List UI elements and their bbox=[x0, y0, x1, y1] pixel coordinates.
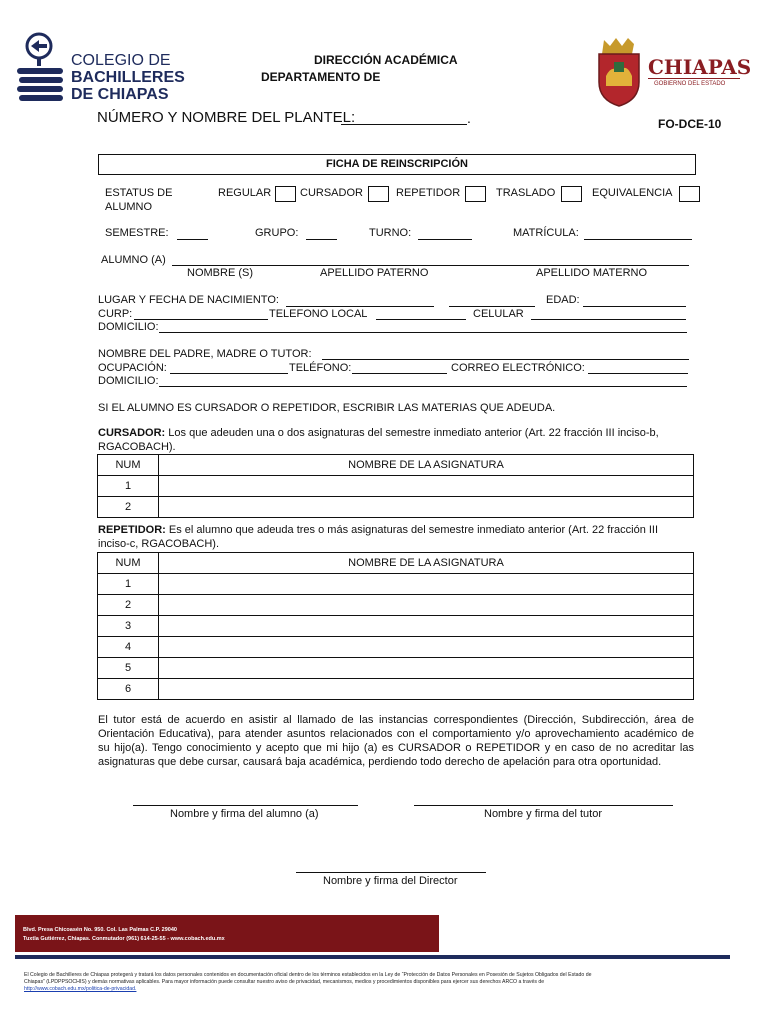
asignatura-cell[interactable] bbox=[159, 679, 694, 700]
telefono-local-label: TELEFONO LOCAL bbox=[269, 308, 368, 320]
nombres-caption: NOMBRE (S) bbox=[187, 267, 253, 279]
status-cursador-label: CURSADOR bbox=[300, 187, 363, 199]
domicilio-tutor-field[interactable] bbox=[159, 386, 687, 387]
padre-tutor-field[interactable] bbox=[322, 359, 689, 360]
asignatura-cell[interactable] bbox=[159, 497, 694, 518]
num-header: NUM bbox=[98, 455, 159, 476]
curp-label: CURP: bbox=[98, 308, 133, 320]
footer-address-1: Blvd. Presa Chicoasén No. 950. Col. Las Palmas C.P. 29040 bbox=[23, 927, 177, 933]
grupo-label: GRUPO: bbox=[255, 227, 299, 239]
status-regular-label: REGULAR bbox=[218, 187, 272, 199]
fecha-field[interactable] bbox=[449, 306, 535, 307]
table-header-row bbox=[98, 455, 694, 476]
privacy-link[interactable]: http://www.cobach.edu.mx/politica-de-privacidad. bbox=[24, 986, 137, 992]
status-repetidor-label: REPETIDOR bbox=[396, 187, 461, 199]
edad-label: EDAD: bbox=[546, 294, 580, 306]
repetidor-definition: Es el alumno que adeuda tres o más asignaturas del semestre inmediato anterior (Art. 22 fracción III bbox=[165, 524, 659, 536]
repetidor-description bbox=[98, 524, 658, 537]
row-number: 1 bbox=[98, 574, 159, 595]
table-header-row bbox=[98, 553, 694, 574]
tutor-signature-line[interactable] bbox=[414, 805, 673, 806]
cursador-table bbox=[97, 454, 694, 518]
director-signature-line[interactable] bbox=[296, 872, 486, 873]
table-row[interactable] bbox=[98, 637, 694, 658]
apellido-paterno-caption: APELLIDO PATERNO bbox=[320, 267, 429, 279]
state-name: CHIAPAS bbox=[648, 55, 752, 79]
row-number: 3 bbox=[98, 616, 159, 637]
alumno-signature-label: Nombre y firma del alumno (a) bbox=[170, 808, 319, 820]
cursador-description bbox=[98, 427, 659, 440]
status-equivalencia-label: EQUIVALENCIA bbox=[592, 187, 673, 199]
table-row[interactable] bbox=[98, 595, 694, 616]
correo-field[interactable] bbox=[588, 373, 688, 374]
alumno-signature-line[interactable] bbox=[133, 805, 358, 806]
domicilio-field[interactable] bbox=[159, 332, 687, 333]
celular-field[interactable] bbox=[531, 319, 686, 320]
privacy-line-2: Chiapas” (LPDPPSOCHIS) y demás normativas aplicables. Para mayor información puede consultar nuestro aviso de privacidad, mecanismos, medios y procedimientos disponibles para ejercer sus derechos ARCO a través de bbox=[24, 979, 545, 985]
turno-label: TURNO: bbox=[369, 227, 412, 239]
asignatura-cell[interactable] bbox=[159, 658, 694, 679]
semestre-label: SEMESTRE: bbox=[105, 227, 169, 239]
asignatura-cell[interactable] bbox=[159, 616, 694, 637]
cursador-description-2: RGACOBACH). bbox=[98, 441, 176, 453]
departamento-heading: DEPARTAMENTO DE bbox=[261, 70, 381, 84]
telefono-tutor-field[interactable] bbox=[352, 373, 447, 374]
direccion-heading: DIRECCIÓN ACADÉMICA bbox=[314, 53, 458, 67]
asignatura-cell[interactable] bbox=[159, 637, 694, 658]
asignatura-cell[interactable] bbox=[159, 595, 694, 616]
chiapas-logo bbox=[596, 36, 752, 108]
table-row[interactable] bbox=[98, 658, 694, 679]
form-title-box bbox=[98, 154, 696, 175]
domicilio-tutor-label: DOMICILIO: bbox=[98, 375, 159, 387]
apellido-materno-caption: APELLIDO MATERNO bbox=[536, 267, 648, 279]
asignatura-cell[interactable] bbox=[159, 574, 694, 595]
repetidor-table bbox=[97, 552, 694, 700]
telefono-local-field[interactable] bbox=[376, 319, 466, 320]
estatus-label: ESTATUS DE bbox=[105, 187, 173, 199]
agreement-line: asignaturas que debe cursar, causará baja académica, perdiendo todo derecho de apelación para otra oportunidad. bbox=[98, 756, 662, 768]
cobach-emblem-icon bbox=[15, 30, 71, 106]
repetidor-term: REPETIDOR: bbox=[98, 524, 166, 536]
estatus-label-2: ALUMNO bbox=[105, 201, 153, 213]
plantel-label: NÚMERO Y NOMBRE DEL PLANTEL: bbox=[97, 109, 356, 126]
agreement-paragraph bbox=[98, 713, 694, 769]
table-row[interactable] bbox=[98, 574, 694, 595]
instruccion-text: SI EL ALUMNO ES CURSADOR O REPETIDOR, ESCRIBIR LAS MATERIAS QUE ADEUDA. bbox=[98, 402, 556, 414]
row-number: 5 bbox=[98, 658, 159, 679]
alumno-field[interactable] bbox=[172, 265, 689, 266]
lugar-field[interactable] bbox=[286, 306, 434, 307]
footer-divider bbox=[15, 955, 730, 959]
num-header: NUM bbox=[98, 553, 159, 574]
celular-label: CELULAR bbox=[473, 308, 524, 320]
table-row[interactable] bbox=[98, 497, 694, 518]
footer-address-block bbox=[15, 915, 439, 952]
row-number: 4 bbox=[98, 637, 159, 658]
privacy-notice bbox=[24, 972, 719, 993]
status-traslado-label: TRASLADO bbox=[496, 187, 556, 199]
logo-line-3: DE CHIAPAS bbox=[71, 86, 169, 103]
repetidor-description-2: inciso-c, RGACOBACH). bbox=[98, 538, 220, 550]
form-title: FICHA DE REINSCRIPCIÓN bbox=[326, 158, 468, 170]
chiapas-shield-icon bbox=[596, 36, 642, 108]
ocupacion-field[interactable] bbox=[170, 373, 288, 374]
row-number: 6 bbox=[98, 679, 159, 700]
row-number: 1 bbox=[98, 476, 159, 497]
asignatura-cell[interactable] bbox=[159, 476, 694, 497]
table-row[interactable] bbox=[98, 616, 694, 637]
matricula-label: MATRÍCULA: bbox=[513, 227, 579, 239]
status-equivalencia-checkbox[interactable] bbox=[679, 186, 700, 202]
alumno-label: ALUMNO (A) bbox=[101, 254, 166, 266]
edad-field[interactable] bbox=[583, 306, 686, 307]
table-row[interactable] bbox=[98, 679, 694, 700]
status-regular-checkbox[interactable] bbox=[275, 186, 296, 202]
turno-field[interactable] bbox=[418, 239, 472, 240]
matricula-field[interactable] bbox=[584, 239, 692, 240]
status-repetidor-checkbox[interactable] bbox=[465, 186, 486, 202]
logo-line-2: BACHILLERES bbox=[71, 69, 185, 86]
asignatura-header: NOMBRE DE LA ASIGNATURA bbox=[159, 553, 694, 574]
plantel-suffix: . bbox=[467, 110, 471, 126]
status-cursador-checkbox[interactable] bbox=[368, 186, 389, 202]
director-signature-label: Nombre y firma del Director bbox=[323, 875, 458, 887]
agreement-line: su hijo(a). Tengo conocimiento y acepto que mi hijo (a) es CURSADOR o REPETIDOR y en caso de no acreditar las bbox=[98, 742, 694, 754]
agreement-line: El tutor está de acuerdo en asistir al llamado de las instancias correspondientes (Dirección, Subdirección, área de bbox=[98, 714, 694, 726]
lugar-fecha-label: LUGAR Y FECHA DE NACIMIENTO: bbox=[98, 294, 279, 306]
telefono-tutor-label: TELÉFONO: bbox=[289, 362, 352, 374]
logo-line-1: COLEGIO DE bbox=[71, 52, 171, 69]
semestre-field[interactable] bbox=[177, 239, 208, 240]
privacy-line-1: El Colegio de Bachilleres de Chiapas protegerá y tratará los datos personales contenidos en documentación oficial dentro de los términos establecidos en la Ley de “Protección de Datos Personales en Posesión de Sujetos Obligados del Estado de bbox=[24, 972, 592, 978]
agreement-line: Orientación Educativa), para atender asuntos relacionados con el comportamiento y/o aprovechamiento académico de bbox=[98, 728, 694, 740]
curp-field[interactable] bbox=[134, 319, 268, 320]
ocupacion-label: OCUPACIÓN: bbox=[98, 362, 167, 374]
asignatura-header: NOMBRE DE LA ASIGNATURA bbox=[159, 455, 694, 476]
cobach-logo bbox=[15, 30, 190, 108]
cursador-term: CURSADOR: bbox=[98, 427, 166, 439]
footer-address-2: Tuxtla Gutiérrez, Chiapas. Conmutador (961) 614-25-55 - www.cobach.edu.mx bbox=[23, 936, 225, 942]
row-number: 2 bbox=[98, 595, 159, 616]
correo-label: CORREO ELECTRÓNICO: bbox=[451, 362, 585, 374]
domicilio-label: DOMICILIO: bbox=[98, 321, 159, 333]
state-subtitle: GOBIERNO DEL ESTADO bbox=[654, 81, 726, 87]
row-number: 2 bbox=[98, 497, 159, 518]
grupo-field[interactable] bbox=[306, 239, 337, 240]
tutor-signature-label: Nombre y firma del tutor bbox=[484, 808, 602, 820]
padre-tutor-label: NOMBRE DEL PADRE, MADRE O TUTOR: bbox=[98, 348, 312, 360]
status-traslado-checkbox[interactable] bbox=[561, 186, 582, 202]
table-row[interactable] bbox=[98, 476, 694, 497]
cursador-definition: Los que adeuden una o dos asignaturas del semestre inmediato anterior (Art. 22 fracción III inciso-b, bbox=[165, 427, 659, 439]
form-code: FO-DCE-10 bbox=[658, 117, 722, 131]
